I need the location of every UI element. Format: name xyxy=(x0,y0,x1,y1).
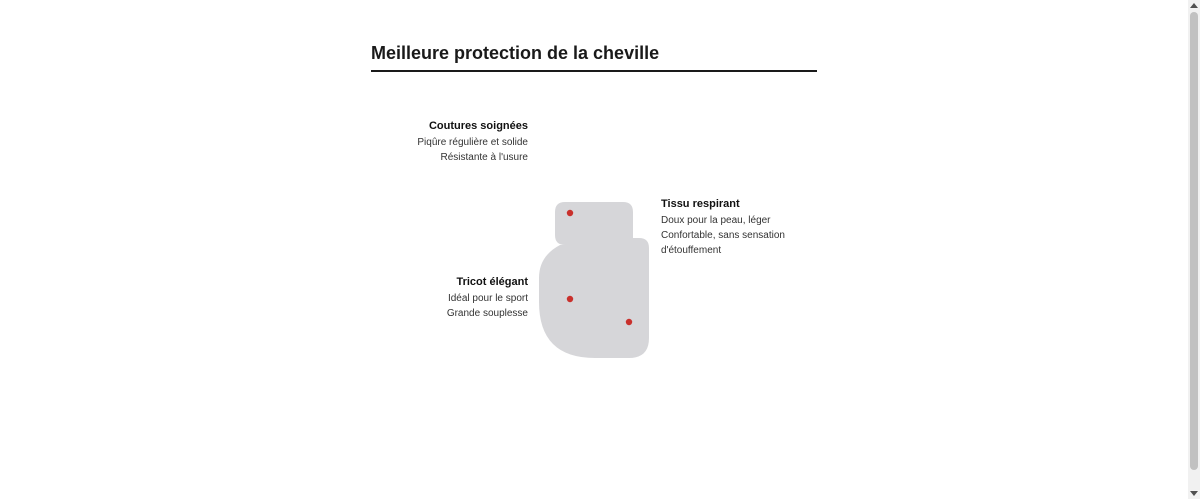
feature-tissu xyxy=(661,197,791,258)
title-underline xyxy=(371,70,817,72)
feature-tissu-line-3: d'étouffement xyxy=(661,245,722,256)
scroll-up-icon[interactable] xyxy=(1190,3,1198,8)
marker-tricot xyxy=(567,296,573,302)
feature-tissu-line-2: Confortable, sans sensation xyxy=(661,230,785,241)
section-title: Meilleure protection de la cheville xyxy=(371,43,660,63)
feature-tricot-line-2: Grande souplesse xyxy=(446,308,528,319)
vertical-scrollbar[interactable] xyxy=(1188,0,1200,499)
feature-coutures-line-2: Résistante à l'usure xyxy=(440,152,528,163)
marker-tissu xyxy=(626,319,632,325)
feature-tricot xyxy=(380,275,528,321)
scroll-down-icon[interactable] xyxy=(1190,491,1198,496)
sock-illustration xyxy=(535,198,655,363)
feature-coutures-title: Coutures soignées xyxy=(428,120,528,132)
feature-tricot-line-1: Idéal pour le sport xyxy=(447,293,528,304)
feature-coutures-line-1: Piqûre régulière et solide xyxy=(417,137,528,148)
marker-coutures xyxy=(567,210,573,216)
scroll-thumb[interactable] xyxy=(1190,12,1198,470)
feature-tissu-title: Tissu respirant xyxy=(661,198,740,210)
feature-tricot-title: Tricot élégant xyxy=(456,276,528,288)
feature-tissu-line-1: Doux pour la peau, léger xyxy=(661,215,771,226)
feature-coutures xyxy=(380,119,528,165)
sock-shape xyxy=(539,202,649,358)
